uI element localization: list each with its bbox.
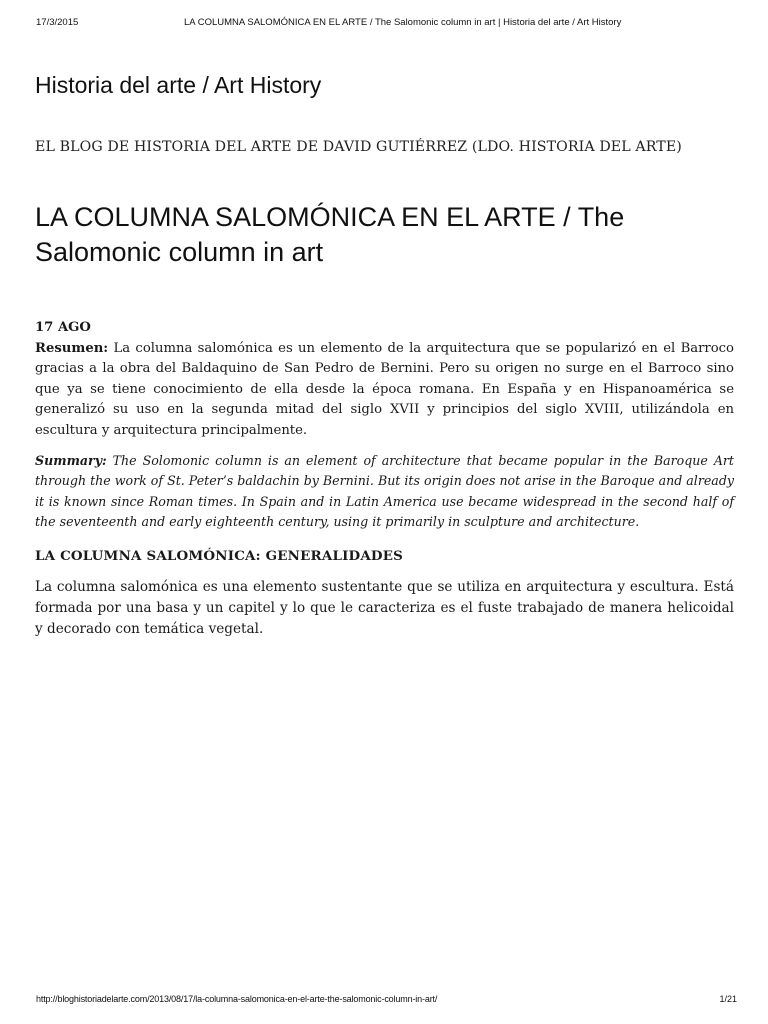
summary-spanish-text: La columna salomónica es un elemento de la arquitectura que se popularizó en el Barroco gracias a la obra del Baldaquino de San Pedro de Bernini. Pero su origen no surge en el Barroco sino que ya se tiene conocimiento de ella desde la época romana. En España y en Hispanoamérica se generalizó su uso en la segunda mitad del siglo XVII y principios del siglo XVIII, utilizándola en escultura y arquitectura principalmente.	[35, 340, 734, 438]
post-body	[35, 318, 734, 640]
summary-spanish	[35, 339, 734, 442]
summary-english-label: Summary:	[35, 452, 107, 468]
print-header	[0, 17, 768, 31]
post-title: LA COLUMNA SALOMÓNICA EN EL ARTE / The Salomonic column in art	[35, 202, 625, 267]
blog-title[interactable]: Historia del arte / Art History	[35, 72, 322, 98]
section-heading: LA COLUMNA SALOMÓNICA: GENERALIDADES	[35, 547, 404, 564]
blog-subtitle: EL BLOG DE HISTORIA DEL ARTE DE DAVID GUTIÉRREZ (LDO. HISTORIA DEL ARTE)	[35, 139, 682, 155]
page-url: http://bloghistoriadelarte.com/2013/08/17/la-columna-salomonica-en-el-arte-the-salomonic-column-in-art/	[36, 994, 438, 1004]
print-date: 17/3/2015	[36, 17, 79, 28]
summary-spanish-label: Resumen:	[35, 340, 109, 356]
section-paragraph: La columna salomónica es una elemento sustentante que se utiliza en arquitectura y escultura. Está formada por una basa y un capitel y lo que le caracteriza es el fuste trabajado de manera helicoidal y decorado con temática vegetal.	[35, 578, 734, 637]
page-number: 1/21	[719, 994, 737, 1004]
print-page-title: LA COLUMNA SALOMÓNICA EN EL ARTE / The Salomonic column in art | Historia del arte / Art History	[184, 17, 622, 28]
summary-english	[35, 451, 734, 533]
post-date: 17 AGO	[35, 320, 91, 335]
print-footer	[0, 994, 768, 1006]
summary-english-text: The Solomonic column is an element of architecture that became popular in the Baroque Art through the work of St. Peter’s baldachin by Bernini. But its origin does not arise in the Baroque and already it is known since Roman times. In Spain and in Latin America use became widespread in the second half of the seventeenth and early eighteenth century, using it primarily in sculpture and architecture.	[35, 452, 734, 530]
